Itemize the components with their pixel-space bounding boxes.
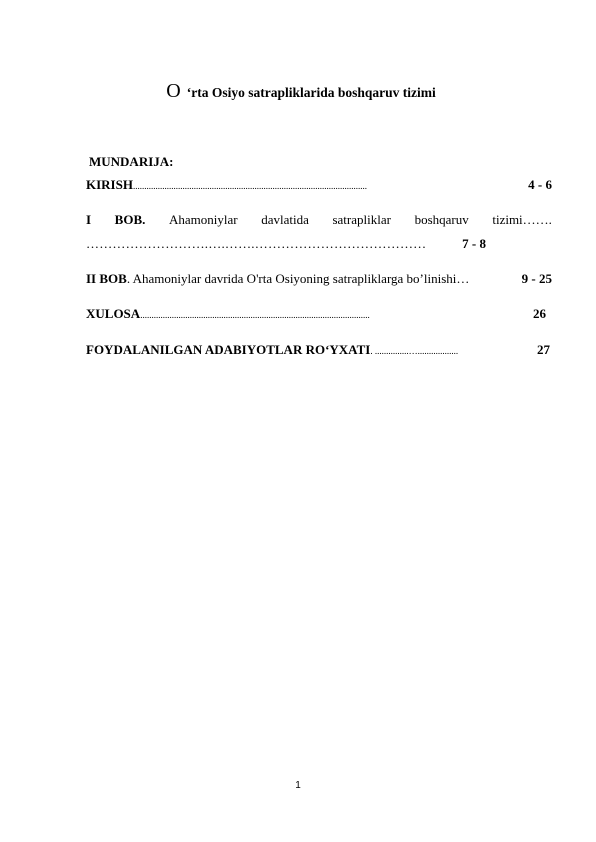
toc-leader-dots: . ...............….................. [370, 346, 459, 356]
toc-page-number: 26 [529, 306, 546, 322]
chapter1-word: Ahamoniylar [169, 212, 238, 227]
title-initial: O [166, 80, 181, 102]
page-number: 1 [295, 780, 301, 791]
toc-entry-label: II BOB [86, 271, 127, 286]
chapter1-word: satrapliklar [332, 212, 391, 227]
toc-leader-dots: ........................................................................................................ [132, 181, 367, 191]
toc-entry-chapter2[interactable] [86, 271, 552, 287]
title-text: ‘rta Osiyo satrapliklarida boshqaruv tizimi [186, 85, 436, 100]
toc-entry-label: XULOSA [86, 306, 141, 321]
toc-entry-bibliography[interactable] [86, 342, 552, 358]
toc-page-number: 9 - 25 [518, 271, 552, 287]
toc-leader-dots: ……………………….….…….………………………………… [86, 236, 427, 251]
chapter1-word: davlatida [261, 212, 309, 227]
toc-entry-intro[interactable] [86, 177, 552, 193]
toc-page-number: 7 - 8 [458, 236, 486, 252]
toc-entry-conclusion[interactable] [86, 306, 552, 322]
toc-entry-text: . Ahamoniylar davrida O'rta Osiyoning satrapliklarga bo’linishi… [126, 271, 470, 286]
toc-entry-label: FOYDALANILGAN ADABIYOTLAR RO‘YXATI [86, 342, 371, 357]
chapter1-word: tizimi……. [492, 212, 552, 227]
chapter1-label-bob: BOB. [114, 212, 146, 227]
toc-entry-label: KIRISH [86, 177, 133, 192]
toc-page-number: 4 - 6 [524, 177, 552, 193]
chapter1-label-numeral: I [86, 212, 92, 227]
document-title [0, 80, 596, 103]
toc-entry-chapter1[interactable] [86, 212, 552, 228]
toc-leader-dots: ...................................................................................................... [140, 310, 370, 320]
contents-heading: MUNDARIJA: [89, 154, 174, 169]
toc-page-number: 27 [533, 342, 550, 358]
toc-entry-chapter1-continuation[interactable] [86, 236, 552, 252]
chapter1-word: boshqaruv [414, 212, 469, 227]
